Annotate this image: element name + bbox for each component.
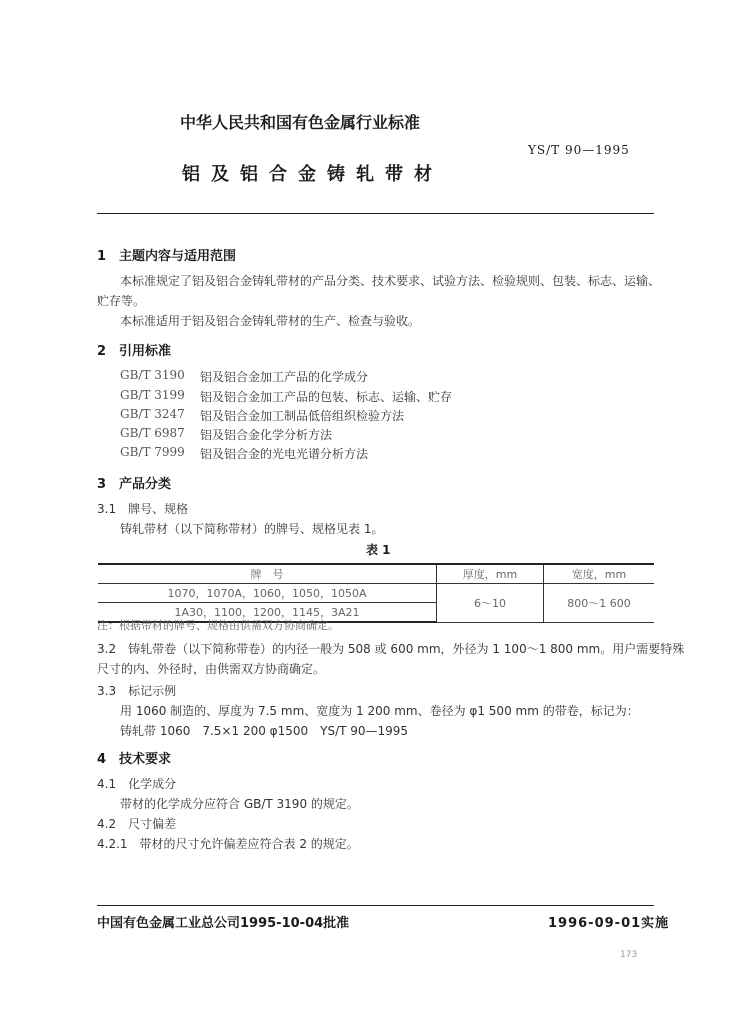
section-4-1-heading: 4.1 化学成分 [97, 777, 177, 791]
section-4-2-heading: 4.2 尺寸偏差 [97, 817, 177, 831]
reference-title: 铝及铝合金加工制品低倍组织检验方法 [200, 409, 405, 423]
section-4-heading: 4 技术要求 [97, 752, 172, 767]
column-header-thickness: 厚度，mm [437, 564, 544, 584]
section-3-3-heading: 3.3 标记示例 [97, 684, 177, 698]
section-3-2-text-cont: 尺寸的内、外径时，由供需双方协商确定。 [97, 662, 326, 676]
section-4-2-1-text: 4.2.1 带材的尺寸允许偏差应符合表 2 的规定。 [97, 837, 359, 851]
section-3-heading: 3 产品分类 [97, 477, 172, 492]
table-1 [98, 563, 654, 623]
section-3-3-text: 用 1060 制造的、厚度为 7.5 mm、宽度为 1 200 mm、卷径为 φ1 500 mm 的带卷，标记为： [120, 704, 639, 718]
marking-example: 铸轧带 1060 7.5×1 200 φ1500 YS/T 90—1995 [120, 724, 409, 738]
effective-date: 1996-09-01实施 [548, 916, 670, 931]
section-4-1-text: 带材的化学成分应符合 GB/T 3190 的规定。 [120, 797, 359, 811]
section-3-1-heading: 3.1 牌号、规格 [97, 502, 189, 516]
document-title: 铝及铝合金铸轧带材 [182, 164, 443, 185]
section-1-scope: 本标准适用于铝及铝合金铸轧带材的生产、检查与验收。 [120, 314, 421, 328]
section-1-paragraph-cont: 贮存等。 [97, 294, 146, 308]
page-number: 173 [620, 950, 638, 960]
table-cell-width: 800～1 600 [544, 584, 655, 623]
table-1-caption: 表 1 [366, 543, 391, 557]
reference-code: GB/T 3199 [120, 388, 185, 402]
section-3-2-text: 3.2 铸轧带卷（以下简称带卷）的内径一般为 508 或 600 mm，外径为 1 100～1 800 mm。用户需要特殊 [97, 642, 685, 656]
reference-code: GB/T 3247 [120, 407, 185, 421]
reference-title: 铝及铝合金加工产品的包装、标志、运输、贮存 [200, 390, 453, 404]
standard-code: YS/T 90—1995 [528, 143, 630, 157]
section-1-heading: 1 主题内容与适用范围 [97, 249, 237, 264]
reference-code: GB/T 7999 [120, 445, 185, 459]
table-row [98, 584, 654, 603]
reference-code: GB/T 3190 [120, 368, 185, 382]
column-header-grade: 牌 号 [98, 564, 437, 584]
section-2-heading: 2 引用标准 [97, 344, 172, 359]
reference-code: GB/T 6987 [120, 426, 185, 440]
section-3-1-text: 铸轧带材（以下简称带材）的牌号、规格见表 1。 [120, 522, 384, 536]
table-cell-thickness: 6～10 [437, 584, 544, 623]
table-header-row [98, 564, 654, 584]
footer-divider [97, 905, 654, 906]
table-note: 注：根据带材的牌号、规格由供需双方协商确定。 [97, 619, 339, 632]
reference-title: 铝及铝合金加工产品的化学成分 [200, 370, 369, 384]
header-divider [97, 213, 654, 214]
reference-title: 铝及铝合金的光电光谱分析方法 [200, 447, 369, 461]
issuing-body: 中华人民共和国有色金属行业标准 [180, 113, 421, 132]
reference-title: 铝及铝合金化学分析方法 [200, 428, 333, 442]
table-cell-grades: 1A30，1100，1200，1145，3A21 [98, 603, 437, 623]
table-cell-grades: 1070，1070A，1060，1050，1050A [98, 584, 437, 603]
column-header-width: 宽度，mm [544, 564, 655, 584]
section-1-paragraph: 本标准规定了铝及铝合金铸轧带材的产品分类、技术要求、试验方法、检验规则、包装、标志、运输、 [120, 274, 661, 288]
approval-statement: 中国有色金属工业总公司1995-10-04批准 [97, 916, 350, 931]
